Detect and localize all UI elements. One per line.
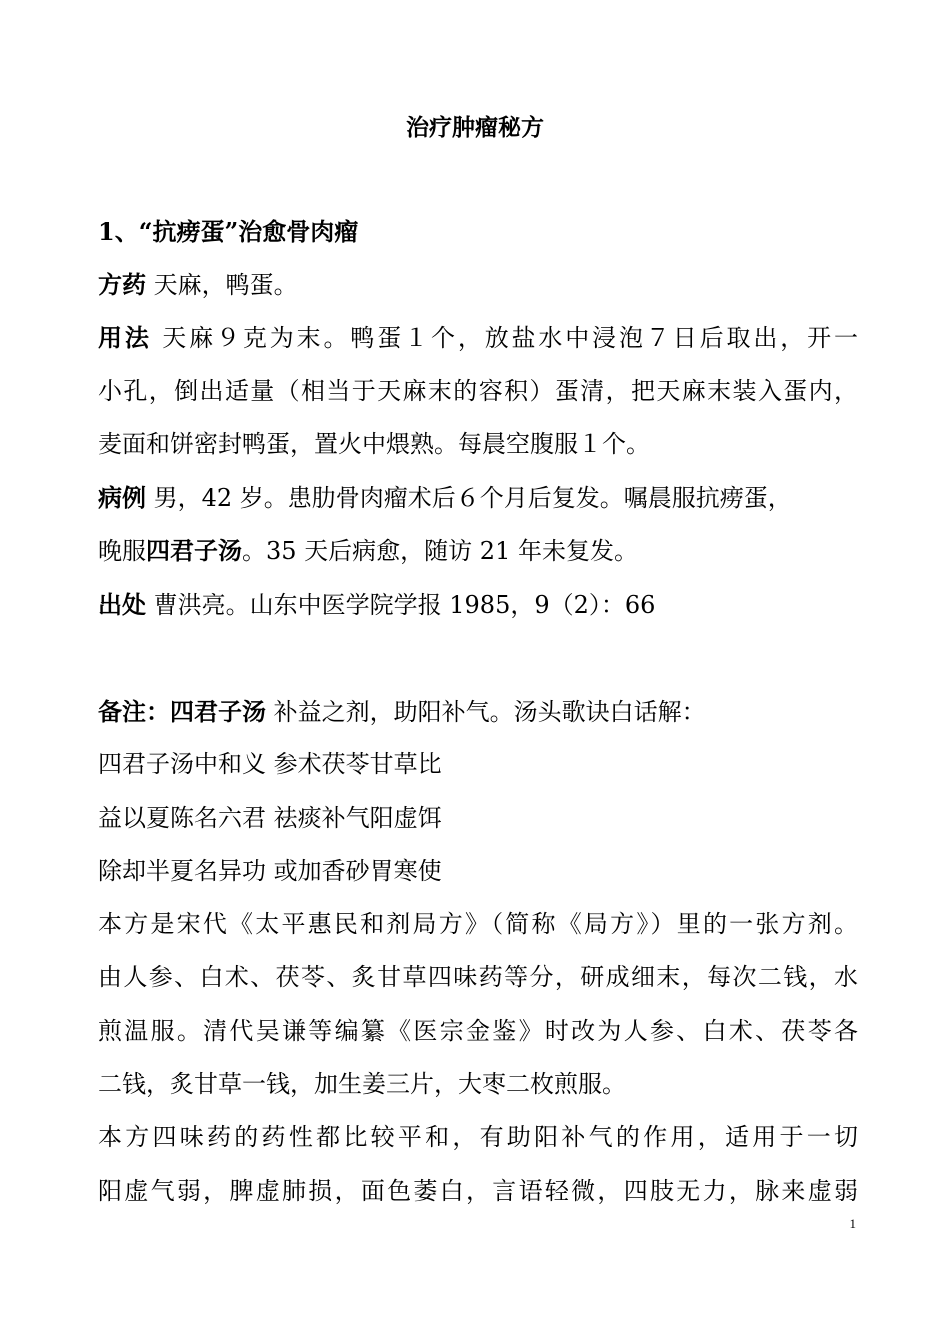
para2-line: 本方四味药的药性都比较平和，有助阳补气的作用，适用于一切 bbox=[98, 1123, 858, 1152]
yongfa-label: 用法 bbox=[98, 323, 152, 353]
note-intro: 补益之剂，助阳补气。汤头歌诀白话解： bbox=[266, 698, 706, 726]
para1-line: 由人参、白术、茯苓、炙甘草四味药等分，研成细末，每次二钱，水 bbox=[98, 963, 858, 992]
bingli-text-2-post: 。35 天后病愈，随访 21 年未复发。 bbox=[242, 537, 638, 566]
page-title: 治疗肿瘤秘方 bbox=[406, 114, 544, 141]
chuchu-text: 曹洪亮。山东中医学院学报 1985，9（2）：66 bbox=[146, 590, 656, 619]
page-number: 1 bbox=[849, 1216, 856, 1231]
yongfa-line-2: 小孔，倒出适量（相当于天麻末的容积）蛋清，把天麻末装入蛋内， bbox=[98, 376, 858, 405]
note-body bbox=[98, 685, 858, 1218]
bingli-formula-name: 四君子汤 bbox=[146, 536, 242, 566]
para2-line: 阳虚气弱，脾虚肺损，面色萎白，言语轻微，四肢无力，脉来虚弱 bbox=[98, 1176, 858, 1205]
section-body bbox=[98, 258, 858, 631]
note-label: 备注：四君子汤 bbox=[98, 697, 266, 726]
fangyao-line bbox=[98, 258, 858, 311]
bingli-text-2-pre: 晚服 bbox=[98, 537, 146, 566]
para1-line: 本方是宋代《太平惠民和剂局方》（简称《局方》）里的一张方剂。 bbox=[98, 910, 858, 939]
bingli-line-2 bbox=[98, 524, 858, 577]
fangyao-label: 方药 bbox=[98, 270, 146, 299]
yongfa-text-1: 天麻９克为末。鸭蛋１个，放盐水中浸泡７日后取出，开一 bbox=[151, 324, 858, 353]
para1-line: 二钱，炙甘草一钱，加生姜三片，大枣二枚煎服。 bbox=[98, 1070, 626, 1099]
yongfa-line-1 bbox=[98, 311, 858, 364]
bingli-label: 病例 bbox=[98, 483, 146, 513]
yongfa-line-3: 麦面和饼密封鸭蛋，置火中煨熟。每晨空腹服１个。 bbox=[98, 429, 650, 458]
fangyao-text: 天麻，鸭蛋。 bbox=[146, 271, 298, 299]
bingli-text-1: 男，42 岁。患肋骨肉瘤术后６个月后复发。嘱晨服抗痨蛋， bbox=[146, 484, 792, 513]
chuchu-line bbox=[98, 578, 858, 631]
chuchu-label: 出处 bbox=[98, 589, 146, 619]
note-intro-line bbox=[98, 685, 858, 738]
bingli-line-1 bbox=[98, 471, 858, 524]
verse-line: 益以夏陈名六君 祛痰补气阳虚饵 bbox=[98, 803, 442, 832]
section-heading: 1、“抗痨蛋”治愈骨肉瘤 bbox=[98, 217, 359, 246]
verse-line: 四君子汤中和义 参术茯苓甘草比 bbox=[98, 750, 442, 779]
para1-line: 煎温服。清代吴谦等编纂《医宗金鉴》时改为人参、白术、茯苓各 bbox=[98, 1016, 858, 1045]
verse-line: 除却半夏名异功 或加香砂胃寒使 bbox=[98, 856, 442, 885]
